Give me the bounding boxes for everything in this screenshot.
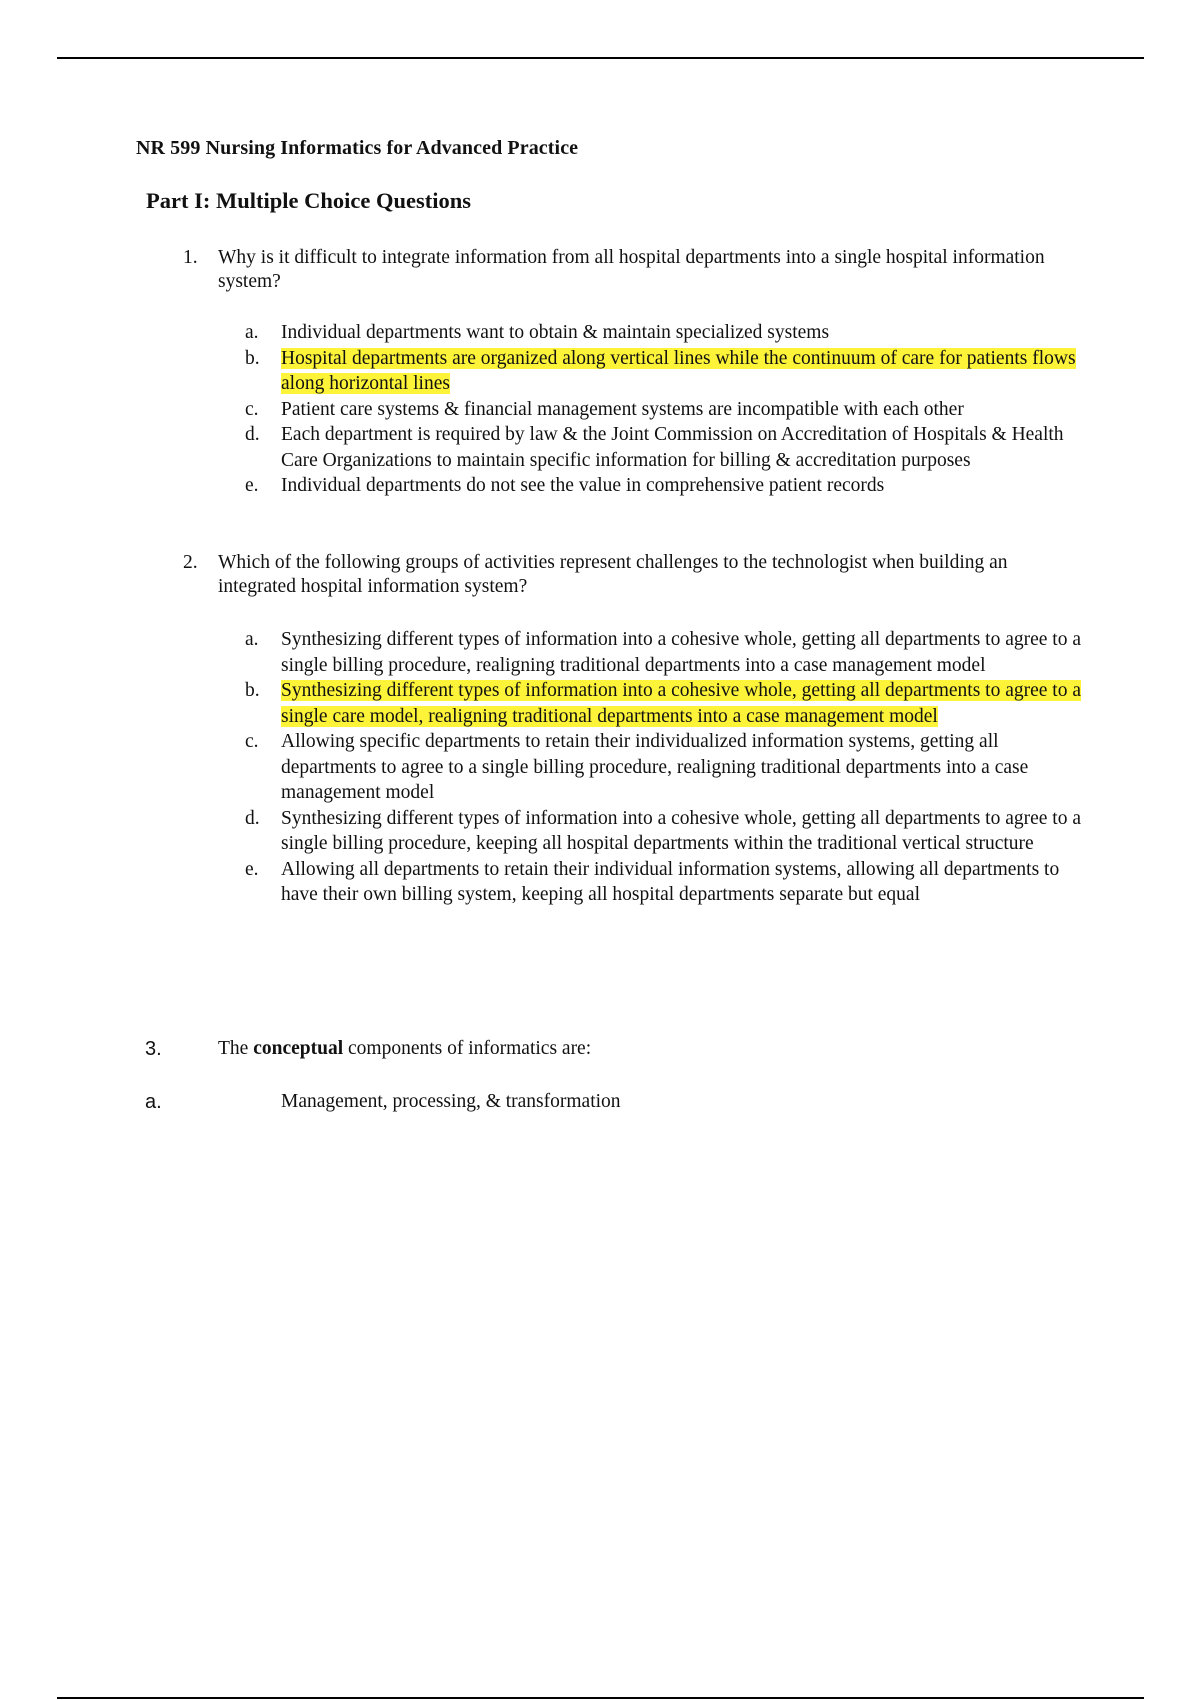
- highlighted-answer-text: Hospital departments are organized along vertical lines while the continuum of care for patients flows along horizontal lines: [281, 347, 1076, 394]
- question-text: [218, 1037, 1078, 1061]
- option-a: [0, 320, 1200, 346]
- question-text: Which of the following groups of activities represent challenges to the technologist when building an integrated hospital information system?: [218, 552, 1008, 597]
- option-letter: e.: [245, 858, 259, 880]
- option-letter: d.: [245, 807, 260, 829]
- option-letter: a.: [245, 629, 259, 650]
- option-letter: a.: [145, 1091, 162, 1113]
- option-text: Individual departments do not see the value in comprehensive patient records: [281, 475, 885, 496]
- question-2-options: [0, 627, 1200, 908]
- part-title: Part I: Multiple Choice Questions: [146, 188, 471, 213]
- option-a: [0, 627, 1200, 678]
- option-letter: b.: [245, 347, 260, 369]
- option-text: Management, processing, & transformation: [281, 1091, 621, 1112]
- option-c: [0, 729, 1200, 806]
- option-letter: a.: [245, 322, 259, 343]
- option-e: [0, 857, 1200, 908]
- option-d: [0, 806, 1200, 857]
- option-text: Each department is required by law & the Joint Commission on Accreditation of Hospitals & Health Care Organizations to maintain specific information for billing & accreditation purposes: [281, 424, 1064, 471]
- option-letter: c.: [245, 398, 259, 420]
- question-number: 1.: [183, 247, 198, 268]
- option-text: Allowing specific departments to retain their individualized information systems, getting all departments to agree to a single billing procedure, realigning traditional departments into a case management model: [281, 731, 1029, 803]
- question-1-options: [0, 320, 1200, 499]
- option-text: Synthesizing different types of information into a cohesive whole, getting all departments to agree to a single billing procedure, keeping all hospital departments within the traditional vertical structure: [281, 807, 1082, 854]
- option-d: [0, 422, 1200, 473]
- option-text: Patient care systems & financial management systems are incompatible with each other: [281, 398, 964, 420]
- option-letter: b.: [245, 680, 260, 701]
- option-c: [0, 397, 1200, 423]
- highlighted-answer-text: Synthesizing different types of information into a cohesive whole, getting all departments to agree to a single care model, realigning traditional departments into a case management model: [281, 680, 1082, 727]
- header-rule: [57, 57, 1144, 59]
- option-text: Allowing all departments to retain their individual information systems, allowing all departments to have their own billing system, keeping all hospital departments separate but equal: [281, 858, 1060, 905]
- document-title: NR 599 Nursing Informatics for Advanced Practice: [136, 137, 579, 159]
- question-number: 2.: [183, 552, 198, 573]
- option-letter: d.: [245, 424, 260, 445]
- option-e: [0, 473, 1200, 499]
- question-text-end: components of informatics are:: [343, 1038, 592, 1059]
- question-number: 3.: [145, 1038, 162, 1060]
- option-b-answer: [0, 346, 1200, 397]
- question-text: Why is it difficult to integrate information from all hospital departments into a single hospital information system?: [218, 247, 1045, 292]
- footer-rule: [57, 1697, 1144, 1699]
- question-text-start: The: [218, 1038, 254, 1059]
- option-text: Synthesizing different types of information into a cohesive whole, getting all departments to agree to a single billing procedure, realigning traditional departments into a case management model: [281, 629, 1082, 676]
- option-letter: e.: [245, 475, 259, 496]
- option-b-answer: [0, 678, 1200, 729]
- option-letter: c.: [245, 731, 259, 752]
- question-text-emphasis: conceptual: [253, 1038, 344, 1059]
- option-text: Individual departments want to obtain & maintain specialized systems: [281, 322, 830, 343]
